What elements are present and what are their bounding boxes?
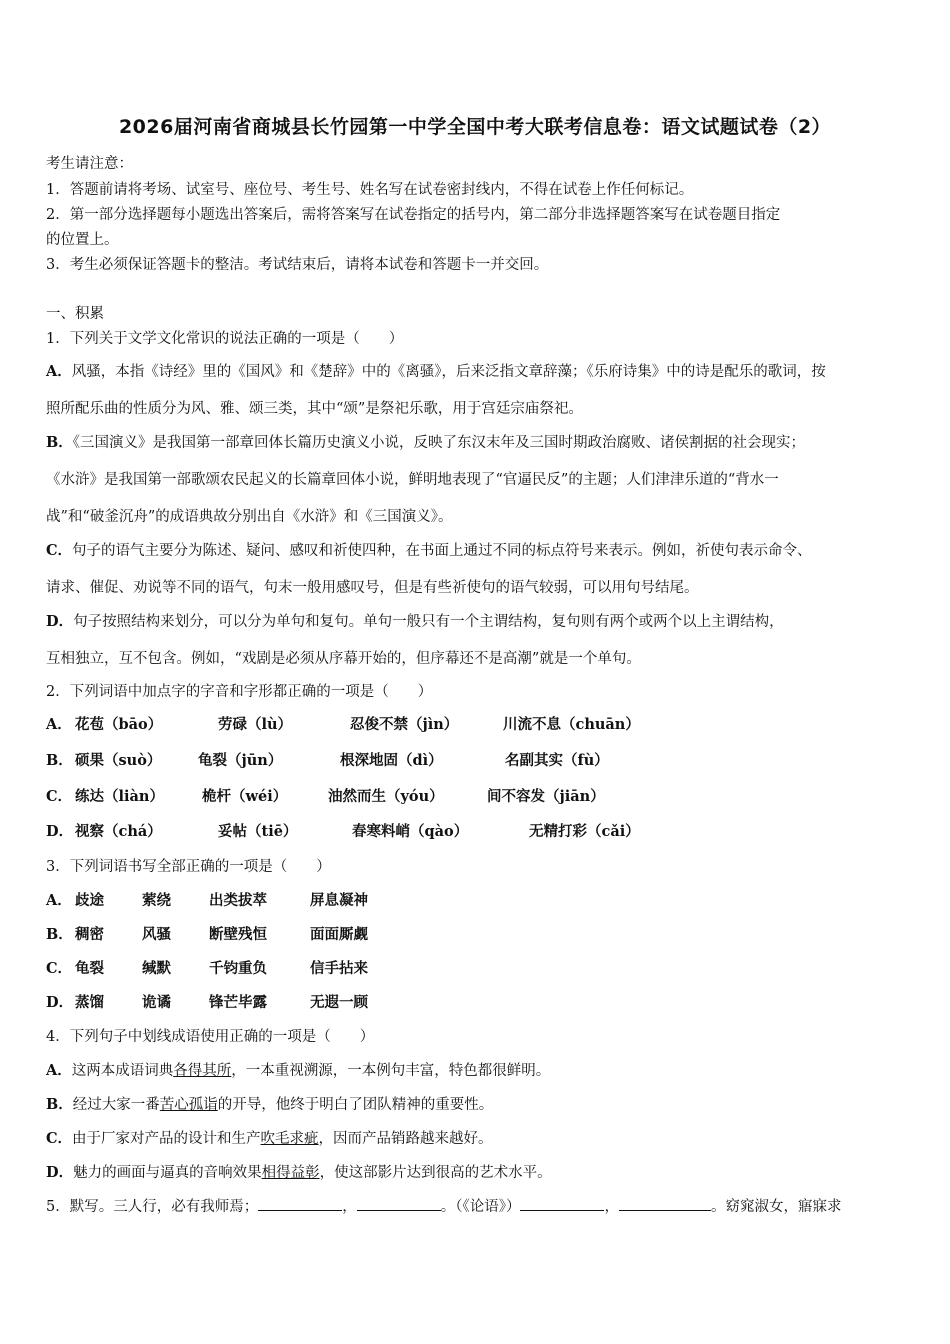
question-4-option xyxy=(46,1127,493,1148)
notice-item: 3．考生必须保证答题卡的整洁。考试结束后，请将本试卷和答题卡一并交回。 xyxy=(46,257,549,273)
option-label: D． xyxy=(46,1164,74,1181)
option-word: 油然而生（yóu） xyxy=(328,788,444,805)
underlined-idiom: 相得益彰 xyxy=(261,1165,320,1181)
option-word: 无遐一顾 xyxy=(310,994,368,1011)
option-text: 经过大家一番 xyxy=(72,1097,160,1113)
underlined-idiom: 各得其所 xyxy=(173,1063,232,1079)
question-2-stem: 2．下列词语中加点字的字音和字形都正确的一项是（ ） xyxy=(46,684,433,700)
option-label: C． xyxy=(46,542,73,559)
option-label: D． xyxy=(46,994,74,1011)
notice-item: 2．第一部分选择题每小题选出答案后，需将答案写在试卷指定的括号内，第二部分非选择题答案写在试卷题目指定 xyxy=(46,207,781,223)
option-word: 断壁残恒 xyxy=(209,926,267,943)
option-word: 忍俊不禁（jìn） xyxy=(350,716,459,733)
option-text: 句子按照结构来划分，可以分为单句和复句。单句一般只有一个主谓结构，复句则有两个或两个以上主谓结构， xyxy=(73,614,784,630)
option-word: 视察（chá） xyxy=(75,823,162,840)
option-word: 锋芒毕露 xyxy=(209,994,267,1011)
option-word: 屏息凝神 xyxy=(310,892,368,909)
option-label: C． xyxy=(46,960,73,977)
q5-text: ， xyxy=(604,1199,619,1215)
option-label: C． xyxy=(46,1130,73,1147)
question-1-line xyxy=(46,360,826,381)
option-text: 的开导，他终于明白了团队精神的重要性。 xyxy=(217,1097,494,1113)
option-text: 魅力的画面与逼真的音响效果 xyxy=(73,1165,262,1181)
option-word: 歧途 xyxy=(75,892,104,909)
option-word: 面面厮觑 xyxy=(310,926,368,943)
option-text: 这两本成语词典 xyxy=(71,1063,174,1079)
section-heading: 一、积累 xyxy=(46,306,104,322)
answer-blank[interactable] xyxy=(520,1196,604,1211)
notice-header: 考生请注意： xyxy=(46,156,133,172)
q5-text: 。窈窕淑女，寤寐求 xyxy=(710,1199,842,1215)
question-1-line xyxy=(46,468,779,489)
option-text: 风骚，本指《诗经》里的《国风》和《楚辞》中的《离骚》，后来泛指文章辞藻；《乐府诗集》中的诗是配乐的歌词，按 xyxy=(71,364,826,380)
q5-text: 。（《论语》） xyxy=(440,1199,521,1215)
option-text: ，一本重视溯源，一本例句丰富，特色都很鲜明。 xyxy=(231,1063,551,1079)
option-word: 稠密 xyxy=(75,926,104,943)
option-text: 由于厂家对产品的设计和生产 xyxy=(72,1131,261,1147)
question-1-line xyxy=(46,505,453,526)
question-5-stem xyxy=(46,1195,841,1216)
option-word: 名副其实（fù） xyxy=(505,752,609,769)
option-word: 千钧重负 xyxy=(209,960,267,977)
option-word: 根深地固（dì） xyxy=(340,752,443,769)
question-4-option xyxy=(46,1161,552,1182)
option-word: 川流不息（chuān） xyxy=(503,716,640,733)
option-word: 桅杆（wéi） xyxy=(202,788,288,805)
underlined-idiom: 苦心孤诣 xyxy=(159,1097,218,1113)
option-label: D． xyxy=(46,613,74,630)
answer-blank[interactable] xyxy=(619,1196,711,1211)
question-1-line xyxy=(46,431,805,452)
question-1-line xyxy=(46,610,784,631)
option-word: 缄默 xyxy=(142,960,171,977)
option-text: 互相独立，互不包含。例如，“戏剧是必须从序幕开始的，但序幕还不是高潮”就是一个单句。 xyxy=(46,651,641,667)
option-word: 信手拈来 xyxy=(310,960,368,977)
option-label: A． xyxy=(46,892,72,909)
option-word: 春寒料峭（qào） xyxy=(352,823,469,840)
option-word: 妥帖（tiē） xyxy=(218,823,298,840)
option-text: 战”和“破釜沉舟”的成语典故分别出自《水浒》和《三国演义》。 xyxy=(46,509,453,525)
option-word: 蒸馏 xyxy=(75,994,104,1011)
underlined-idiom: 吹毛求疵 xyxy=(260,1131,319,1147)
option-word: 间不容发（jiān） xyxy=(487,788,605,805)
option-word: 龟裂 xyxy=(75,960,104,977)
notice-item: 的位置上。 xyxy=(46,232,119,248)
notice-item: 1．答题前请将考场、试室号、座位号、考生号、姓名写在试卷密封线内，不得在试卷上作任何标记。 xyxy=(46,182,694,198)
option-label: A． xyxy=(46,363,72,380)
option-word: 练达（liàn） xyxy=(75,788,164,805)
option-label: B． xyxy=(46,1096,73,1113)
question-4-option xyxy=(46,1059,550,1080)
question-1-line xyxy=(46,647,641,668)
option-word: 花苞（bāo） xyxy=(75,716,163,733)
option-word: 无精打彩（cǎi） xyxy=(529,823,640,840)
question-1-line xyxy=(46,397,583,418)
option-word: 诡谲 xyxy=(142,994,171,1011)
q5-text: ， xyxy=(342,1199,357,1215)
q5-text: 5．默写。三人行，必有我师焉； xyxy=(46,1199,259,1215)
option-label: B． xyxy=(46,926,73,943)
page-title: 2026届河南省商城县长竹园第一中学全国中考大联考信息卷：语文试题试卷（2） xyxy=(118,116,832,138)
option-text: 《水浒》是我国第一部歌颂农民起义的长篇章回体小说，鲜明地表现了“官逼民反”的主题；人们津津乐道的“背水一 xyxy=(46,472,779,488)
option-word: 风骚 xyxy=(142,926,171,943)
option-word: 硕果（suò） xyxy=(75,752,162,769)
question-1-stem: 1．下列关于文学文化常识的说法正确的一项是（ ） xyxy=(46,331,404,347)
option-word: 出类拔萃 xyxy=(209,892,267,909)
option-text: 句子的语气主要分为陈述、疑问、感叹和祈使四种，在书面上通过不同的标点符号来表示。例如，祈使句表示命令、 xyxy=(72,543,812,559)
option-label: B． xyxy=(46,752,73,769)
question-1-line xyxy=(46,539,812,560)
option-label: D． xyxy=(46,823,74,840)
answer-blank[interactable] xyxy=(357,1196,441,1211)
option-word: 萦绕 xyxy=(142,892,171,909)
option-text: 《三国演义》是我国第一部章回体长篇历史演义小说，反映了东汉末年及三国时期政治腐败、诸侯割据的社会现实； xyxy=(72,435,806,451)
question-4-option xyxy=(46,1093,493,1114)
option-label: C． xyxy=(46,788,73,805)
answer-blank[interactable] xyxy=(258,1196,342,1211)
option-text: ，使这部影片达到很高的艺术水平。 xyxy=(319,1165,552,1181)
option-label: B． xyxy=(46,434,73,451)
option-label: A． xyxy=(46,1062,72,1079)
question-4-stem: 4．下列句子中划线成语使用正确的一项是（ ） xyxy=(46,1029,375,1045)
option-text: ，因而产品销路越来越好。 xyxy=(318,1131,493,1147)
option-word: 劳碌（lù） xyxy=(218,716,293,733)
question-3-stem: 3．下列词语书写全部正确的一项是（ ） xyxy=(46,859,331,875)
option-text: 请求、催促、劝说等不同的语气，句末一般用感叹号，但是有些祈使句的语气较弱，可以用句号结尾。 xyxy=(46,580,699,596)
option-label: A． xyxy=(46,716,72,733)
option-word: 龟裂（jūn） xyxy=(198,752,283,769)
question-1-line xyxy=(46,576,699,597)
option-text: 照所配乐曲的性质分为风、雅、颂三类，其中“颂”是祭祀乐歌，用于宫廷宗庙祭祀。 xyxy=(46,401,583,417)
